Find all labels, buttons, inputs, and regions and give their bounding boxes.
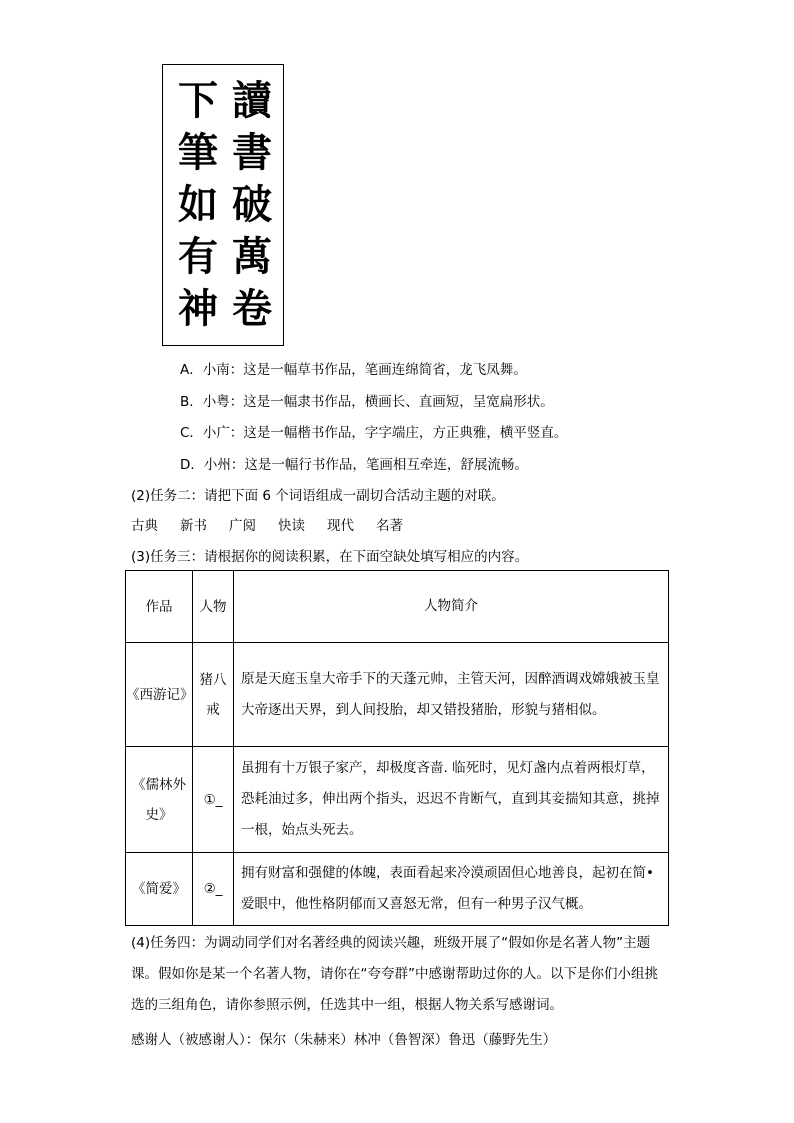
word-item: 广阅 (229, 518, 256, 534)
task3-prompt: (3)任务三：请根据你的阅读积累，在下面空缺处填写相应的内容。 (131, 549, 529, 565)
header-work: 作品 (126, 571, 193, 643)
cell-intro: 虽拥有十万银子家产，却极度吝啬. 临死时，见灯盏内点着两根灯草，恐耗油过多，伸出两个指头，迟迟不肯断气，直到其妾揣知其意，挑掉一根，始点头死去。 (234, 747, 669, 853)
cell-person: 猪八戒 (193, 643, 234, 747)
couplet-char: 筆 (178, 129, 218, 176)
couplet-char: 萬 (232, 233, 272, 280)
table-row (126, 643, 669, 747)
couplet-char: 如 (178, 181, 218, 228)
character-table (125, 570, 669, 926)
blank-answer-1[interactable]: ①_ (193, 747, 234, 853)
blank-answer-2[interactable]: ②_ (193, 853, 234, 926)
calligraphy-couplet (162, 64, 284, 346)
couplet-char: 下 (178, 77, 218, 124)
table-row (126, 853, 669, 926)
word-item: 新书 (180, 518, 207, 534)
cell-intro: 拥有财富和强健的体魄，表面看起来冷漠顽固但心地善良，起初在简•爱眼中，他性格阴郁而又喜怒无常，但有一种男子汉气概。 (234, 853, 669, 926)
couplet-char: 書 (232, 129, 272, 176)
option-a: A．小南：这是一幅草书作品，笔画连绵简省，龙飞凤舞。 (180, 362, 527, 378)
cell-work: 《儒林外史》 (126, 747, 193, 853)
cell-work: 《西游记》 (126, 643, 193, 747)
word-item: 现代 (327, 518, 354, 534)
word-item: 快读 (278, 518, 305, 534)
task2-word-list (131, 514, 425, 534)
task4-prompt: (4)任务四：为调动同学们对名著经典的阅读兴趣，班级开展了“假如你是名著人物”主题课。假如你是某一个名著人物，请你在“夸夸群”中感谢帮助过你的人。以下是你们小组挑选的三组角色，请你参照示例，任选其中一组，根据人物关系写感谢词。 (131, 935, 658, 1013)
cell-work: 《简爱》 (126, 853, 193, 926)
couplet-char: 破 (232, 181, 272, 228)
couplet-char: 有 (178, 233, 218, 280)
couplet-char: 讀 (232, 77, 272, 124)
table-header-row (126, 571, 669, 643)
option-c: C．小广：这是一幅楷书作品，字字端庄，方正典雅，横平竖直。 (180, 425, 568, 441)
couplet-char: 卷 (232, 285, 272, 332)
task2-prompt: (2)任务二：请把下面 6 个词语组成一副切合活动主题的对联。 (131, 488, 505, 504)
couplet-char: 神 (178, 285, 218, 332)
header-intro: 人物简介 (234, 571, 669, 643)
couplet-left-column (173, 75, 223, 335)
word-item: 名著 (376, 518, 403, 534)
option-d: D．小州：这是一幅行书作品，笔画相互牵连，舒展流畅。 (180, 457, 528, 473)
option-b: B．小粤：这是一幅隶书作品，横画长、直画短，呈宽扁形状。 (180, 394, 554, 410)
task4-pairs: 感谢人（被感谢人）：保尔（朱赫来）林冲（鲁智深）鲁迅（藤野先生） (131, 1032, 557, 1048)
couplet-right-column (227, 75, 277, 335)
word-item: 古典 (131, 518, 158, 534)
header-person: 人物 (193, 571, 234, 643)
table-row (126, 747, 669, 853)
cell-intro: 原是天庭玉皇大帝手下的天蓬元帅，主管天河，因醉酒调戏嫦娥被玉皇大帝逐出天界，到人间投胎，却又错投猪胎，形貌与猪相似。 (234, 643, 669, 747)
